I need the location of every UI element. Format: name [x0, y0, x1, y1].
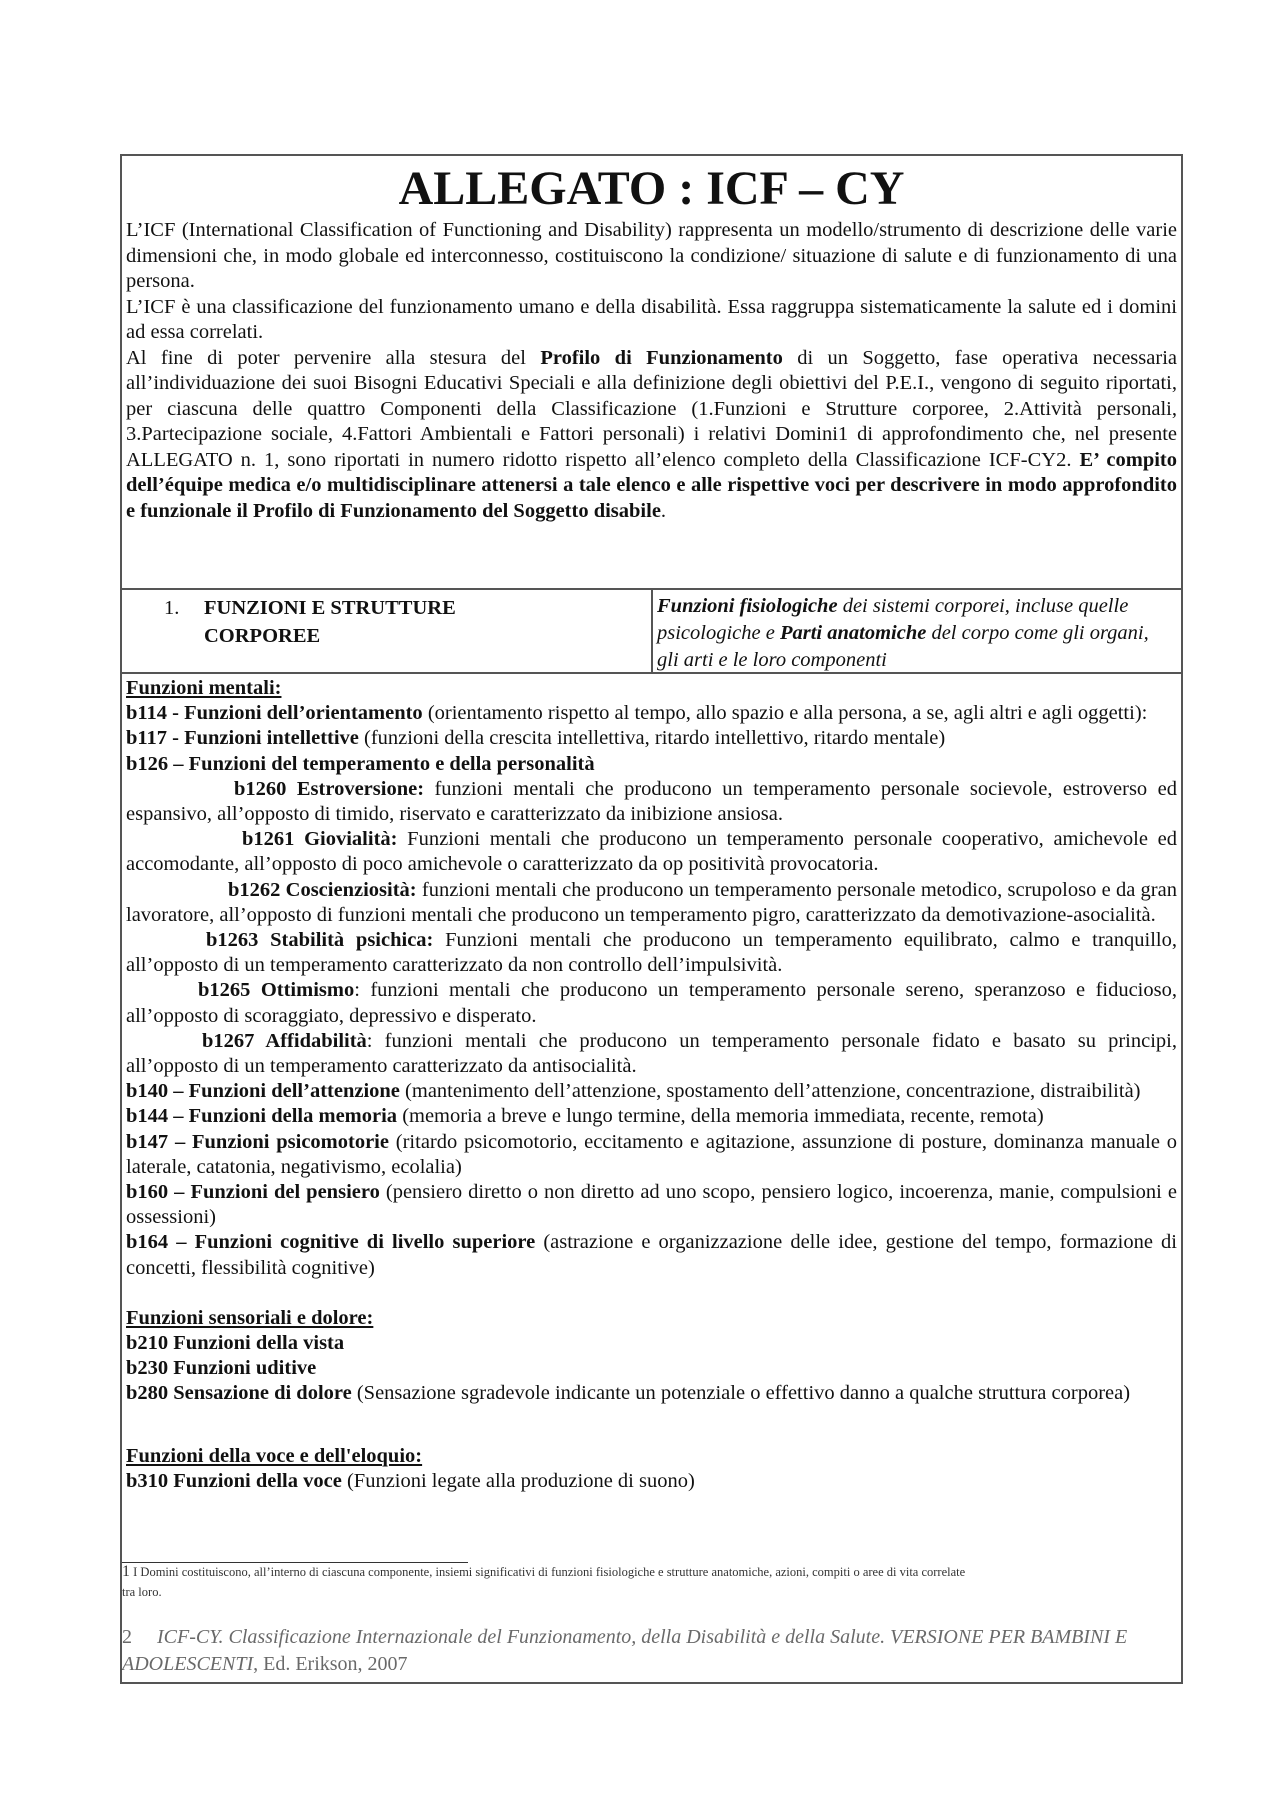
entry-b164	[126, 1230, 1177, 1280]
entry-text: (orientamento rispetto al tempo, allo spazio e alla persona, a se, agli altri e agli oggetti):	[422, 702, 1148, 725]
entry-text: (Sensazione sgradevole indicante un potenziale o effettivo danno a qualche struttura corporea)	[351, 1382, 1131, 1405]
entry-text: (astrazione e organizzazione delle idee, gestione del tempo, formazione di concetti, flessibilità cognitive)	[126, 1231, 1177, 1279]
entry-text: Funzioni mentali che producono un temperamento personale cooperativo, amichevole ed accomodante, all’opposto di poco amichevole o caratterizzato da op positività provocatoria.	[126, 828, 1177, 876]
entry-code: b1260 Estroversione:	[234, 777, 425, 800]
entry-code: b280 Sensazione di dolore	[126, 1382, 352, 1405]
section-header-row	[122, 590, 1181, 674]
section-description-cell	[653, 590, 1181, 675]
intro-text: .	[1066, 448, 1080, 471]
entry-b1263	[126, 928, 1177, 978]
entry-text: funzioni mentali che producono un temperamento personale socievole, estroverso ed espansivo, all’opposto di timido, riservato e caratterizzato da inibizione ansiosa.	[126, 777, 1177, 826]
intro-paragraph-3	[126, 346, 1177, 525]
entry-b144	[126, 1104, 1177, 1129]
entry-code: b1267 Affidabilità	[202, 1029, 367, 1052]
footnote-text-cont: tra loro.	[122, 1585, 162, 1599]
entry-code: b1265 Ottimismo	[198, 979, 355, 1002]
entry-text: (mantenimento dell’attenzione, spostamento dell’attenzione, concentrazione, distraibilità)	[399, 1080, 1141, 1103]
entry-code: b114 - Funzioni dell’orientamento	[126, 702, 423, 725]
desc-text: dei sistemi corporei, incluse quelle psicologiche e	[657, 595, 1129, 644]
entry-text: (Funzioni legate alla produzione di suono)	[341, 1469, 695, 1492]
entry-b1261	[126, 827, 1177, 877]
entry-code: b164 – Funzioni cognitive di livello superiore	[126, 1231, 536, 1254]
entry-code: b144 – Funzioni della memoria	[126, 1105, 398, 1128]
entry-b117	[126, 726, 1177, 751]
desc-bold: Parti anatomiche	[779, 622, 927, 644]
entry-b1262	[126, 878, 1177, 928]
entry-code: b310 Funzioni della voce	[126, 1469, 342, 1492]
entry-b160	[126, 1180, 1177, 1230]
section-number: 1.	[164, 597, 180, 619]
entry-b280	[126, 1381, 1177, 1406]
footnote-ref-2[interactable]: 2	[1056, 448, 1067, 471]
spacer	[126, 1407, 1177, 1444]
entry-b114	[126, 701, 1177, 726]
intro-text: .	[660, 499, 667, 522]
entry-code: b147 – Funzioni psicomotorie	[126, 1130, 389, 1153]
entry-text: : funzioni mentali che producono un temperamento personale sereno, speranzoso e fiducioso, all’opposto di scoraggiato, depressivo e disperato.	[126, 979, 1177, 1027]
entry-text: Funzioni mentali che producono un temperamento equilibrato, calmo e tranquillo, all’opposto di un temperamento caratterizzato da non controllo dell’impulsività.	[126, 929, 1177, 977]
section-title-line-2: CORPOREE	[204, 625, 321, 647]
footnote-text: ICF-CY. Classificazione Internazionale del Funzionamento, della Disabilità e della Salute. VERSIONE PER BAMBINI E ADOLESCENTI	[122, 1626, 1128, 1675]
footnote-mark: 1	[122, 1563, 130, 1580]
entry-b230: b230 Funzioni uditive	[126, 1357, 317, 1380]
entry-b310	[126, 1469, 1177, 1494]
equipe-statement: E’ compito dell’équipe medica e/o multidisciplinare attenersi a tale elenco e alle rispettive voci per descrivere in modo approfondito e funzionale il Profilo di Funzionamento del Soggetto disabile	[126, 448, 1177, 522]
entry-code: b160 – Funzioni del pensiero	[126, 1181, 380, 1204]
footnote-2	[122, 1624, 1167, 1678]
desc-bold: Funzioni fisiologiche	[657, 595, 838, 617]
intro-text: di un Soggetto, fase operativa necessaria all’individuazione dei suoi Bisogni Educativi Speciali e alla definizione degli obiettivi del P.E.I., vengono di seguito riportati, per ciascuna delle quattro Componenti della Classificazione (1.Funzioni e Strutture corporee, 2.Attività personali, 3.Partecipazione sociale, 4.Fattori Ambientali e Fattori personali) i relativi Domini	[126, 346, 1177, 445]
entry-text: (pensiero diretto o non diretto ad uno scopo, pensiero logico, incoerenza, manie, compulsioni e ossessioni)	[126, 1181, 1177, 1229]
entry-b140	[126, 1079, 1177, 1104]
entry-b1260	[126, 777, 1177, 827]
entry-code: b140 – Funzioni dell’attenzione	[126, 1080, 400, 1103]
entry-code: b1261 Giovialità:	[242, 828, 398, 851]
footnote-edition: , Ed. Erikson, 2007	[253, 1653, 408, 1675]
section-title-line-1: FUNZIONI E STRUTTURE	[204, 597, 456, 619]
sensory-functions-heading: Funzioni sensoriali e dolore:	[126, 1306, 374, 1329]
entry-b1265	[126, 978, 1177, 1028]
functions-list	[122, 674, 1181, 1494]
entry-code: b1263 Stabilità psichica:	[206, 929, 434, 952]
intro-paragraph-2: L’ICF è una classificazione del funzionamento umano e della disabilità. Essa raggruppa sistematicamente la salute ed i domini ad essa correlati.	[126, 295, 1177, 343]
entry-code: b117 - Funzioni intellettive	[126, 727, 359, 750]
footnote-mark: 2	[122, 1626, 132, 1648]
mental-functions-heading: Funzioni mentali:	[126, 677, 282, 699]
section-title-cell	[122, 590, 653, 672]
intro-text: Al fine di poter pervenire alla stesura del	[126, 346, 541, 369]
entry-code: b1262 Coscienziosità:	[228, 878, 417, 901]
profilo-bold: Profilo di Funzionamento	[540, 346, 783, 369]
document-frame	[120, 154, 1183, 1684]
entry-text: funzioni mentali che producono un temperamento personale metodico, scrupoloso e da gran lavoratore, all’opposto di funzioni mentali che producono un temperamento pigro, caratterizzato da demotivazione-asocialità.	[126, 878, 1177, 926]
entry-b126: b126 – Funzioni del temperamento e della personalità	[126, 752, 595, 775]
footnote-ref-1[interactable]: 1	[837, 423, 849, 445]
entry-b1267	[126, 1029, 1177, 1079]
intro-text: di approfondimento che, nel presente ALLEGATO n. 1, sono riportati in numero ridotto rispetto all’elenco completo della Classificazione ICF-CY	[126, 423, 1177, 471]
entry-text: : funzioni mentali che producono un temperamento personale fidato e basato su principi, all’opposto di un temperamento caratterizzato da antisocialità.	[126, 1029, 1177, 1078]
voice-functions-heading: Funzioni della voce e dell'eloquio:	[126, 1444, 423, 1467]
footnote-text: I Domini costituiscono, all’interno di ciascuna componente, insiemi significativi di funzioni fisiologiche e strutture anatomiche, azioni, compiti o aree di vita correlate	[133, 1565, 966, 1579]
intro-paragraph-1: L’ICF (International Classification of Functioning and Disability) rappresenta un modello/strumento di descrizione delle varie dimensioni che, in modo globale ed interconnesso, costituiscono la condizione/ situazione di salute e di funzionamento di una persona.	[126, 219, 1177, 292]
footnote-1	[122, 1562, 1167, 1602]
entry-text: (funzioni della crescita intellettiva, ritardo intellettivo, ritardo mentale)	[358, 727, 946, 750]
document-title: ALLEGATO : ICF – CY	[398, 162, 905, 215]
entry-b147	[126, 1130, 1177, 1180]
entry-text: (ritardo psicomotorio, eccitamento e agitazione, assunzione di posture, dominanza manuale o laterale, catatonia, negativismo, ecolalia)	[126, 1130, 1177, 1178]
desc-text: del corpo come gli organi, gli arti e le loro componenti	[657, 622, 1149, 671]
spacer	[126, 1281, 1177, 1306]
entry-text: (memoria a breve e lungo termine, della memoria immediata, recente, remota)	[397, 1105, 1044, 1128]
entry-b210: b210 Funzioni della vista	[126, 1332, 345, 1355]
intro-section	[122, 156, 1181, 590]
